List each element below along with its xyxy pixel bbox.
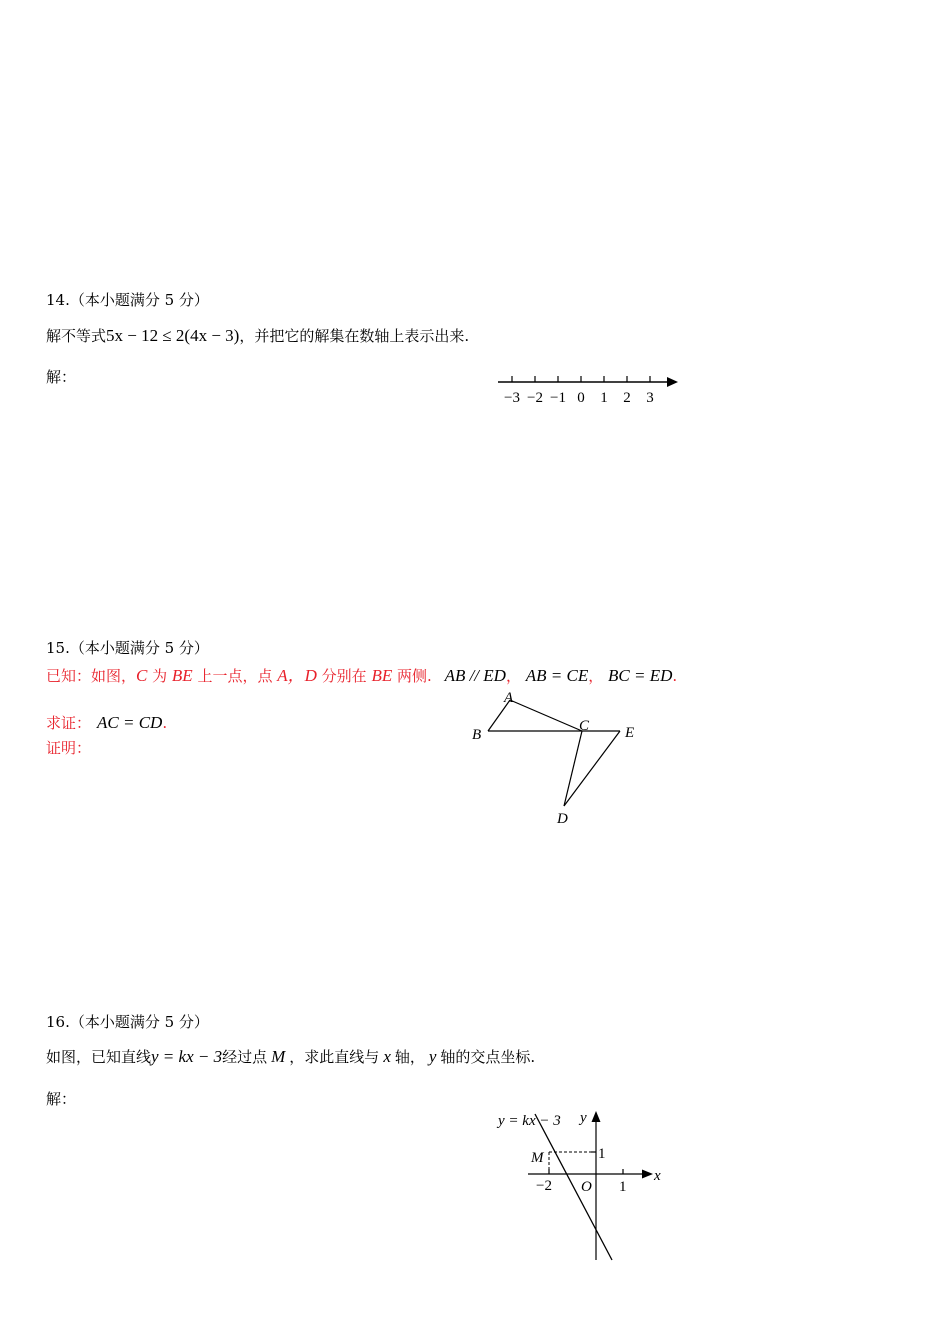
q16-answer-label: 解： bbox=[46, 1090, 77, 1108]
label-d: D bbox=[557, 811, 568, 827]
y-axis-arrow bbox=[592, 1111, 601, 1122]
q14-prompt-post: ，并把它的解集在数轴上表示出来. bbox=[239, 327, 470, 345]
number-line-label: −3 bbox=[504, 390, 520, 406]
q14-prompt bbox=[46, 325, 469, 346]
q15-given-prefix: 已知：如图， bbox=[46, 667, 137, 685]
label-a: A bbox=[504, 690, 514, 706]
triangle-figure bbox=[460, 680, 650, 830]
q14-prompt-pre: 解不等式 bbox=[46, 327, 107, 345]
q16-x-var: x bbox=[383, 1047, 391, 1066]
label-line-eq: y = kx − 3 bbox=[498, 1113, 561, 1129]
q15-sep2: ， bbox=[588, 667, 604, 685]
q14-answer-label: 解： bbox=[46, 368, 77, 386]
q16-prompt bbox=[46, 1046, 535, 1067]
q15-prove-stmt: AC = CD bbox=[97, 713, 163, 732]
q16-prompt-mid1: 经过点 bbox=[222, 1048, 268, 1066]
label-y-axis: y bbox=[580, 1110, 587, 1126]
x-axis-arrow bbox=[642, 1170, 653, 1179]
q15-title: 15.（本小题满分 5 分） bbox=[46, 639, 209, 657]
number-line-label: 3 bbox=[646, 390, 654, 406]
label-m-x: −2 bbox=[536, 1178, 552, 1194]
label-x-axis: x bbox=[654, 1168, 661, 1184]
q16-y-var: y bbox=[428, 1047, 437, 1066]
q16-prompt-mid2: ，求此直线与 bbox=[289, 1048, 380, 1066]
q14-inequality: 5x − 12 ≤ 2(4x − 3) bbox=[106, 326, 240, 345]
q15-given-be2: BE bbox=[371, 666, 393, 685]
q15-cond1: AB // ED bbox=[444, 666, 506, 685]
q15-prove-label: 求证： bbox=[46, 714, 92, 732]
label-b: B bbox=[472, 727, 482, 743]
q15-given-on: 为 bbox=[147, 667, 172, 685]
q15-proof-label: 证明： bbox=[46, 739, 92, 757]
q15-given-c: C bbox=[136, 666, 148, 685]
q15-given-sides: 分别在 bbox=[316, 667, 372, 685]
q16-prompt-pre: 如图，已知直线 bbox=[46, 1048, 152, 1066]
q15-cond2: AB = CE bbox=[525, 666, 589, 685]
q16-point-m: M bbox=[271, 1047, 286, 1066]
q15-cond3: BC = ED bbox=[608, 666, 673, 685]
label-origin: O bbox=[581, 1179, 592, 1195]
number-line-label: −2 bbox=[527, 390, 543, 406]
q15-end: . bbox=[672, 667, 678, 685]
label-e: E bbox=[625, 725, 635, 741]
q16-title: 16.（本小题满分 5 分） bbox=[46, 1013, 209, 1031]
q15-prove bbox=[46, 712, 167, 733]
number-line-label: 2 bbox=[623, 390, 631, 406]
label-m-y: 1 bbox=[598, 1146, 606, 1162]
label-x-tick: 1 bbox=[619, 1179, 627, 1195]
label-m: M bbox=[531, 1150, 544, 1166]
q15-given-two-sides: 两侧. bbox=[392, 667, 432, 685]
q15-given-ad: A，D bbox=[277, 666, 317, 685]
number-line bbox=[490, 368, 690, 410]
q16-prompt-post: 轴的交点坐标. bbox=[440, 1048, 536, 1066]
label-c: C bbox=[579, 718, 590, 734]
q15-sep1: ， bbox=[505, 667, 521, 685]
q16-prompt-mid3: 轴， bbox=[394, 1048, 425, 1066]
number-line-label: −1 bbox=[550, 390, 566, 406]
coordinate-graph bbox=[490, 1100, 680, 1270]
number-line-label: 1 bbox=[600, 390, 608, 406]
segment-ac bbox=[510, 700, 582, 731]
q14-title: 14.（本小题满分 5 分） bbox=[46, 291, 209, 309]
q15-given-be: BE bbox=[171, 666, 193, 685]
q16-line-eq: y = kx − 3 bbox=[151, 1047, 223, 1066]
number-line-label: 0 bbox=[577, 390, 585, 406]
q15-given-point: 上一点，点 bbox=[192, 667, 278, 685]
q15-prove-end: . bbox=[162, 714, 168, 732]
